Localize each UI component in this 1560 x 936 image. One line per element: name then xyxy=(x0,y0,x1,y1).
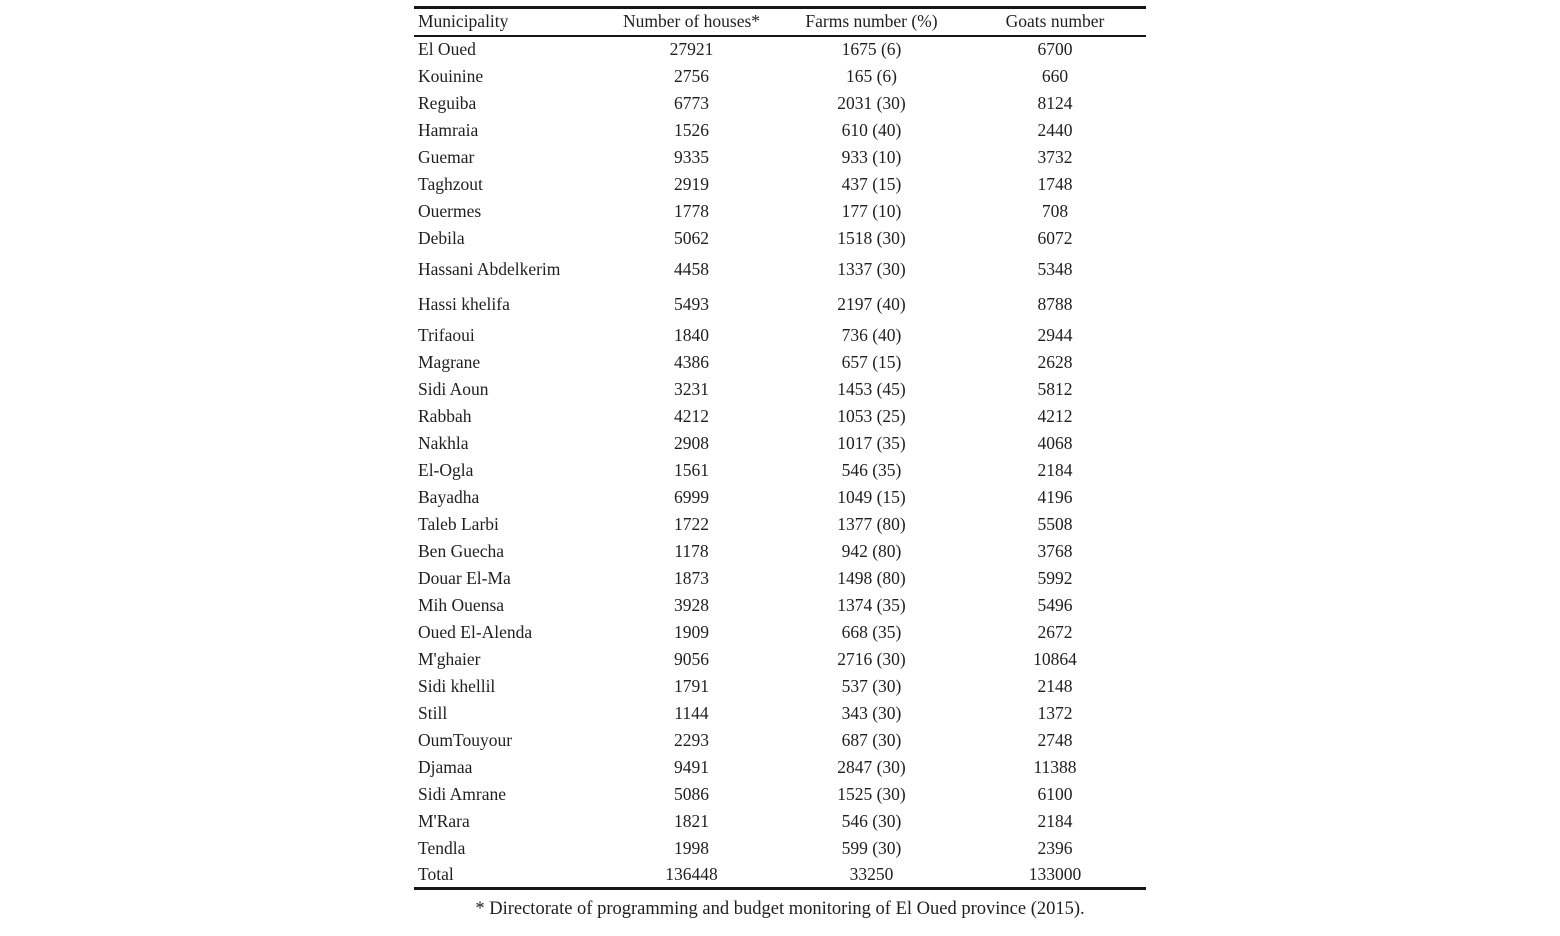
municipality-cell: Guemar xyxy=(418,146,475,167)
houses-cell: 9491 xyxy=(674,756,709,777)
goats-cell: 2748 xyxy=(1037,729,1073,750)
farms-cell: 657 (15) xyxy=(841,351,902,372)
houses-cell: 4386 xyxy=(674,351,709,372)
farms-cell: 1525 (30) xyxy=(837,783,906,804)
table-footnote: * Directorate of programming and budget monitoring of El Oued province (2015). xyxy=(475,899,1085,919)
goats-cell: 11388 xyxy=(1033,756,1077,777)
farms-cell: 2847 (30) xyxy=(837,756,906,777)
table-row xyxy=(414,484,1146,511)
municipality-cell: M'ghaier xyxy=(418,648,481,669)
goats-cell: 2184 xyxy=(1037,810,1073,831)
municipality-cell: Sidi Aoun xyxy=(418,378,489,399)
table-row xyxy=(414,117,1146,144)
goats-cell: 6100 xyxy=(1037,783,1073,804)
table-row xyxy=(414,198,1146,225)
total-goats-cell: 133000 xyxy=(1028,863,1082,884)
houses-cell: 1821 xyxy=(674,810,709,831)
goats-cell: 6700 xyxy=(1037,39,1073,59)
houses-cell: 2756 xyxy=(674,65,709,86)
table-footer xyxy=(414,862,1146,889)
municipality-cell: Sidi khellil xyxy=(418,675,496,696)
table-row xyxy=(414,592,1146,619)
municipality-cell: Bayadha xyxy=(418,486,480,507)
municipality-cell: Taleb Larbi xyxy=(418,513,499,534)
farms-cell: 343 (30) xyxy=(841,702,902,723)
houses-cell: 27921 xyxy=(669,39,714,59)
municipality-cell: El Oued xyxy=(418,39,476,59)
houses-cell: 4212 xyxy=(674,405,709,426)
table-row xyxy=(414,376,1146,403)
goats-cell: 10864 xyxy=(1033,648,1077,669)
farms-cell: 942 (80) xyxy=(841,540,902,561)
houses-cell: 5062 xyxy=(674,227,709,248)
goats-cell: 5812 xyxy=(1037,378,1073,399)
farms-cell: 933 (10) xyxy=(841,146,902,167)
houses-cell: 2908 xyxy=(674,432,709,453)
houses-cell: 6773 xyxy=(674,92,709,113)
table-row xyxy=(414,457,1146,484)
municipality-cell: Debila xyxy=(418,227,465,248)
farms-cell: 2716 (30) xyxy=(837,648,906,669)
municipality-cell: Sidi Amrane xyxy=(418,783,506,804)
table-row xyxy=(414,808,1146,835)
farms-cell: 1049 (15) xyxy=(837,486,906,507)
col-header-goats-number: Goats number xyxy=(964,8,1146,36)
houses-cell: 5493 xyxy=(674,293,709,314)
farms-cell: 546 (30) xyxy=(841,810,902,831)
houses-cell: 5086 xyxy=(674,783,709,804)
farms-cell: 1498 (80) xyxy=(837,567,906,588)
table-row xyxy=(414,171,1146,198)
goats-cell: 8124 xyxy=(1037,92,1073,113)
municipality-statistics-table xyxy=(414,6,1146,890)
houses-cell: 2919 xyxy=(674,173,709,194)
municipality-cell: Hassani Abdelkerim xyxy=(418,258,561,279)
goats-cell: 1748 xyxy=(1037,173,1073,194)
farms-cell: 1675 (6) xyxy=(841,39,902,59)
table-row xyxy=(414,349,1146,376)
houses-cell: 1722 xyxy=(674,513,709,534)
houses-cell: 6999 xyxy=(674,486,709,507)
table-row xyxy=(414,565,1146,592)
goats-cell: 5496 xyxy=(1037,594,1073,615)
houses-cell: 1526 xyxy=(674,119,709,140)
table-row xyxy=(414,144,1146,171)
houses-cell: 9335 xyxy=(674,146,709,167)
table-row xyxy=(414,322,1146,349)
goats-cell: 3768 xyxy=(1037,540,1073,561)
municipality-cell: Kouinine xyxy=(418,65,484,86)
farms-cell: 1337 (30) xyxy=(837,258,906,279)
farms-cell: 1518 (30) xyxy=(837,227,906,248)
municipality-cell: OumTouyour xyxy=(418,729,513,750)
goats-cell: 4068 xyxy=(1037,432,1073,453)
col-header-number-of-houses: Number of houses* xyxy=(604,8,779,36)
goats-cell: 5348 xyxy=(1037,258,1073,279)
table-row xyxy=(414,63,1146,90)
houses-cell: 9056 xyxy=(674,648,709,669)
municipality-cell: Oued El-Alenda xyxy=(418,621,533,642)
farms-cell: 687 (30) xyxy=(841,729,902,750)
goats-cell: 1372 xyxy=(1037,702,1073,723)
goats-cell: 6072 xyxy=(1037,227,1073,248)
farms-cell: 1374 (35) xyxy=(837,594,906,615)
table-row xyxy=(414,287,1146,322)
goats-cell: 708 xyxy=(1041,200,1069,221)
houses-cell: 1840 xyxy=(674,324,709,345)
table-row xyxy=(414,538,1146,565)
municipality-cell: Nakhla xyxy=(418,432,469,453)
farms-cell: 1053 (25) xyxy=(837,405,906,426)
municipality-cell: Taghzout xyxy=(418,173,483,194)
total-farms-cell: 33250 xyxy=(849,863,894,884)
col-header-farms-number: Farms number (%) xyxy=(779,8,964,36)
municipality-cell: Tendla xyxy=(418,837,466,858)
farms-cell: 177 (10) xyxy=(841,200,902,221)
table-row xyxy=(414,700,1146,727)
goats-cell: 5992 xyxy=(1037,567,1073,588)
farms-cell: 165 (6) xyxy=(845,65,898,86)
municipality-cell: Mih Ouensa xyxy=(418,594,505,615)
farms-cell: 546 (35) xyxy=(841,459,902,480)
houses-cell: 3231 xyxy=(674,378,709,399)
municipality-cell: Hassi khelifa xyxy=(418,293,510,314)
table-row xyxy=(414,754,1146,781)
goats-cell: 2672 xyxy=(1037,621,1073,642)
houses-cell: 1998 xyxy=(674,837,709,858)
table-row xyxy=(414,225,1146,252)
col-header-municipality: Municipality xyxy=(414,8,604,36)
houses-cell: 2293 xyxy=(674,729,709,750)
houses-cell: 1561 xyxy=(674,459,709,480)
farms-cell: 1017 (35) xyxy=(837,432,906,453)
municipality-cell: Still xyxy=(418,702,448,723)
municipality-cell: M'Rara xyxy=(418,810,470,831)
houses-cell: 4458 xyxy=(674,258,709,279)
municipality-cell: Reguiba xyxy=(418,92,477,113)
table-row xyxy=(414,619,1146,646)
farms-cell: 2031 (30) xyxy=(837,92,906,113)
goats-cell: 2440 xyxy=(1037,119,1073,140)
table-row xyxy=(414,90,1146,117)
table-row xyxy=(414,727,1146,754)
header-row xyxy=(414,8,1146,36)
goats-cell: 660 xyxy=(1041,65,1069,86)
farms-cell: 1377 (80) xyxy=(837,513,906,534)
total-label-cell: Total xyxy=(418,863,454,884)
farms-cell: 599 (30) xyxy=(841,837,902,858)
farms-cell: 736 (40) xyxy=(841,324,902,345)
houses-cell: 1178 xyxy=(674,540,709,561)
farms-cell: 537 (30) xyxy=(841,675,902,696)
municipality-cell: Magrane xyxy=(418,351,481,372)
farms-cell: 610 (40) xyxy=(841,119,902,140)
table-row xyxy=(414,835,1146,862)
goats-cell: 8788 xyxy=(1037,293,1073,314)
municipality-table-container xyxy=(414,6,1146,920)
houses-cell: 1144 xyxy=(674,702,709,723)
table-body xyxy=(414,36,1146,862)
table-row xyxy=(414,646,1146,673)
goats-cell: 3732 xyxy=(1037,146,1073,167)
municipality-cell: Hamraia xyxy=(418,119,479,140)
municipality-cell: Ouermes xyxy=(418,200,482,221)
goats-cell: 2396 xyxy=(1037,837,1073,858)
goats-cell: 5508 xyxy=(1037,513,1073,534)
municipality-cell: Rabbah xyxy=(418,405,472,426)
farms-cell: 2197 (40) xyxy=(837,293,906,314)
houses-cell: 3928 xyxy=(674,594,709,615)
goats-cell: 4212 xyxy=(1037,405,1073,426)
goats-cell: 2184 xyxy=(1037,459,1073,480)
houses-cell: 1778 xyxy=(674,200,709,221)
houses-cell: 1791 xyxy=(674,675,709,696)
table-row xyxy=(414,430,1146,457)
houses-cell: 1873 xyxy=(674,567,709,588)
table-row xyxy=(414,252,1146,287)
goats-cell: 2944 xyxy=(1037,324,1073,345)
farms-cell: 437 (15) xyxy=(841,173,902,194)
farms-cell: 668 (35) xyxy=(841,621,902,642)
goats-cell: 2628 xyxy=(1037,351,1073,372)
goats-cell: 4196 xyxy=(1037,486,1073,507)
table-row xyxy=(414,673,1146,700)
farms-cell: 1453 (45) xyxy=(837,378,906,399)
municipality-cell: Trifaoui xyxy=(418,324,475,345)
table-row xyxy=(414,511,1146,538)
table-row xyxy=(414,403,1146,430)
houses-cell: 1909 xyxy=(674,621,709,642)
total-houses-cell: 136448 xyxy=(665,863,718,884)
goats-cell: 2148 xyxy=(1037,675,1073,696)
total-row xyxy=(414,862,1146,889)
table-row xyxy=(414,781,1146,808)
municipality-cell: Ben Guecha xyxy=(418,540,505,561)
table-row xyxy=(414,36,1146,63)
municipality-cell: Djamaa xyxy=(418,756,473,777)
municipality-cell: Douar El-Ma xyxy=(418,567,511,588)
municipality-cell: El-Ogla xyxy=(418,459,474,480)
